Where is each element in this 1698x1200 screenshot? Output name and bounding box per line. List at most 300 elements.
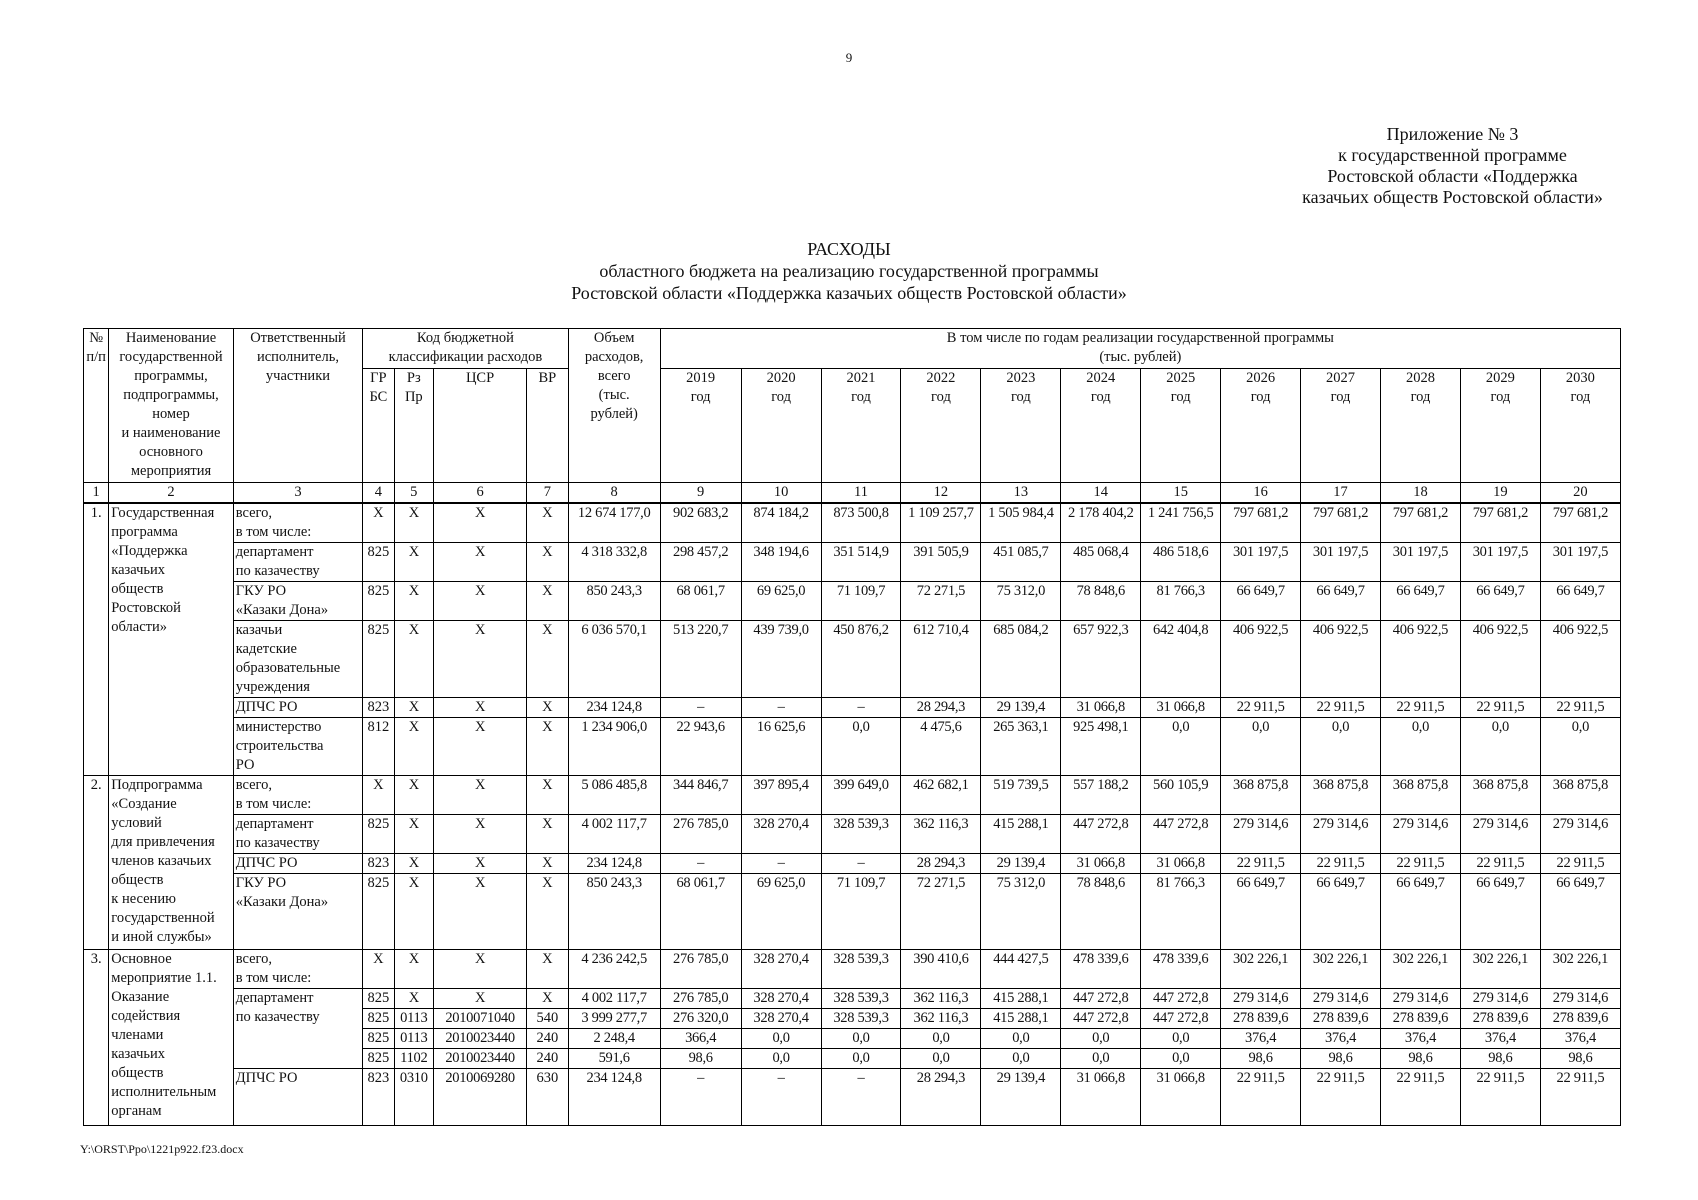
year-amount: 22 911,5 [1301,854,1381,874]
table-row [84,543,1621,582]
code-csr: 2010023440 [434,1049,527,1069]
code-csr: Х [434,718,527,776]
table-row [84,776,1621,815]
heading-subtitle: областного бюджета на реализацию государственной программы [599,261,1099,281]
year-amount: 0,0 [1061,1049,1141,1069]
code-rzpr: Х [394,543,433,582]
year-amount: 278 839,6 [1381,1009,1461,1029]
column-number: 8 [568,483,660,504]
year-amount: 0,0 [1381,718,1461,776]
year-amount: 0,0 [1141,1049,1221,1069]
code-rzpr: Х [394,503,433,543]
executor: ДПЧС РО [233,698,363,718]
code-csr: Х [434,503,527,543]
year-amount: 513 220,7 [660,621,741,698]
year-amount: 278 839,6 [1460,1009,1540,1029]
year-amount: 78 848,6 [1061,874,1141,950]
year-amount: 0,0 [1061,1029,1141,1049]
year-amount: 28 294,3 [901,854,981,874]
executor: всего, в том числе: [233,503,363,543]
code-grbs: 825 [363,621,394,698]
year-amount: 276 320,0 [660,1009,741,1029]
year-amount: 75 312,0 [981,582,1061,621]
year-amount: 366,4 [660,1029,741,1049]
year-amount: 22 911,5 [1460,854,1540,874]
year-amount: 66 649,7 [1301,582,1381,621]
year-amount: 447 272,8 [1141,815,1221,854]
year-amount: 447 272,8 [1141,1009,1221,1029]
header-total: Объем расходов, всего (тыс. рублей) [568,329,660,483]
header-num: № п/п [84,329,109,483]
year-amount: 444 427,5 [981,950,1061,989]
year-amount: 0,0 [741,1029,821,1049]
table-row [84,698,1621,718]
executor: всего, в том числе: [233,776,363,815]
year-amount: 276 785,0 [660,950,741,989]
header-rzpr: Рз Пр [394,369,433,483]
header-year: 2029 год [1460,369,1540,483]
year-amount: 797 681,2 [1540,503,1620,543]
year-amount: 873 500,8 [821,503,901,543]
year-amount: 22 911,5 [1381,854,1461,874]
code-rzpr: 0113 [394,1029,433,1049]
year-amount: 415 288,1 [981,989,1061,1009]
code-grbs: 825 [363,543,394,582]
code-csr: Х [434,854,527,874]
header-year: 2026 год [1221,369,1301,483]
year-amount: 66 649,7 [1460,874,1540,950]
year-amount: 1 241 756,5 [1141,503,1221,543]
year-amount: 298 457,2 [660,543,741,582]
year-amount: 301 197,5 [1381,543,1461,582]
column-number: 16 [1221,483,1301,504]
year-amount: 29 139,4 [981,854,1061,874]
appendix-line: Приложение № 3 [1386,124,1519,144]
executor: ГКУ РО «Казаки Дона» [233,582,363,621]
year-amount: 72 271,5 [901,582,981,621]
code-csr: Х [434,543,527,582]
header-year: 2023 год [981,369,1061,483]
total-amount: 12 674 177,0 [568,503,660,543]
row-number: 2. [84,776,109,950]
executor: департамент по казачеству [233,543,363,582]
total-amount: 234 124,8 [568,1069,660,1126]
code-rzpr: Х [394,621,433,698]
executor: департамент по казачеству [233,815,363,854]
year-amount: 279 314,6 [1460,989,1540,1009]
column-number: 20 [1540,483,1620,504]
year-amount: 276 785,0 [660,815,741,854]
year-amount: 66 649,7 [1381,874,1461,950]
header-year: 2024 год [1061,369,1141,483]
code-grbs: Х [363,950,394,989]
table-row [84,854,1621,874]
year-amount: 278 839,6 [1540,1009,1620,1029]
total-amount: 3 999 277,7 [568,1009,660,1029]
year-amount: 66 649,7 [1381,582,1461,621]
year-amount: 31 066,8 [1061,1069,1141,1126]
year-amount: 279 314,6 [1301,815,1381,854]
year-amount: 406 922,5 [1221,621,1301,698]
year-amount: 368 875,8 [1460,776,1540,815]
header-year: 2022 год [901,369,981,483]
year-amount: 71 109,7 [821,582,901,621]
year-amount: 1 109 257,7 [901,503,981,543]
year-amount: 69 625,0 [741,874,821,950]
total-amount: 5 086 485,8 [568,776,660,815]
year-amount: – [660,854,741,874]
year-amount: 31 066,8 [1061,698,1141,718]
header-csr: ЦСР [434,369,527,483]
code-vr: 240 [527,1049,569,1069]
year-amount: 98,6 [1301,1049,1381,1069]
year-amount: 279 314,6 [1540,989,1620,1009]
year-amount: 0,0 [741,1049,821,1069]
executor: ДПЧС РО [233,854,363,874]
file-path-footer: Y:\ORST\Ppo\1221p922.f23.docx [80,1142,244,1156]
total-amount: 4 318 332,8 [568,543,660,582]
appendix-note [1255,124,1650,208]
page-number: 9 [845,50,853,65]
year-amount: 81 766,3 [1141,582,1221,621]
total-amount: 4 236 242,5 [568,950,660,989]
year-amount: – [741,854,821,874]
code-rzpr: Х [394,950,433,989]
expenses-table-wrapper [83,328,1621,1126]
year-amount: 22 911,5 [1540,698,1620,718]
year-amount: 78 848,6 [1061,582,1141,621]
year-amount: 66 649,7 [1540,582,1620,621]
year-amount: 685 084,2 [981,621,1061,698]
year-amount: 874 184,2 [741,503,821,543]
year-amount: 376,4 [1381,1029,1461,1049]
year-amount: 31 066,8 [1141,698,1221,718]
expenses-table [83,328,1621,1126]
year-amount: 29 139,4 [981,698,1061,718]
year-amount: 98,6 [1221,1049,1301,1069]
year-amount: 279 314,6 [1221,815,1301,854]
year-amount: 68 061,7 [660,874,741,950]
year-amount: 22 943,6 [660,718,741,776]
year-amount: 16 625,6 [741,718,821,776]
code-grbs: 825 [363,815,394,854]
year-amount: 328 539,3 [821,815,901,854]
year-amount: 22 911,5 [1540,1069,1620,1126]
code-grbs: 823 [363,1069,394,1126]
column-number: 14 [1061,483,1141,504]
code-csr: Х [434,776,527,815]
total-amount: 234 124,8 [568,698,660,718]
year-amount: 22 911,5 [1460,698,1540,718]
year-amount: 0,0 [821,718,901,776]
year-amount: 560 105,9 [1141,776,1221,815]
year-amount: 302 226,1 [1301,950,1381,989]
year-amount: 328 539,3 [821,950,901,989]
year-amount: 301 197,5 [1301,543,1381,582]
year-amount: 28 294,3 [901,1069,981,1126]
total-amount: 6 036 570,1 [568,621,660,698]
year-amount: 98,6 [1460,1049,1540,1069]
code-rzpr: Х [394,874,433,950]
year-amount: 22 911,5 [1381,698,1461,718]
code-vr: Х [527,989,569,1009]
year-amount: 0,0 [1540,718,1620,776]
year-amount: 328 539,3 [821,989,901,1009]
year-amount: 279 314,6 [1301,989,1381,1009]
year-amount: 301 197,5 [1540,543,1620,582]
year-amount: 72 271,5 [901,874,981,950]
row-number: 1. [84,503,109,776]
year-amount: 406 922,5 [1301,621,1381,698]
year-amount: 415 288,1 [981,1009,1061,1029]
year-amount: 642 404,8 [1141,621,1221,698]
year-amount: 447 272,8 [1061,815,1141,854]
code-csr: Х [434,621,527,698]
code-rzpr: Х [394,815,433,854]
year-amount: 302 226,1 [1221,950,1301,989]
header-year: 2020 год [741,369,821,483]
heading-subtitle: Ростовской области «Поддержка казачьих обществ Ростовской области» [571,283,1127,303]
year-amount: 0,0 [821,1029,901,1049]
year-amount: 29 139,4 [981,1069,1061,1126]
table-row [84,718,1621,776]
year-amount: 279 314,6 [1221,989,1301,1009]
year-amount: 0,0 [1141,718,1221,776]
table-row [84,1069,1621,1126]
year-amount: 519 739,5 [981,776,1061,815]
code-csr: Х [434,815,527,854]
code-grbs: 825 [363,582,394,621]
executor: министерство строительства РО [233,718,363,776]
code-csr: Х [434,989,527,1009]
year-amount: 328 270,4 [741,1009,821,1029]
table-row [84,582,1621,621]
year-amount: 22 911,5 [1301,1069,1381,1126]
year-amount: 902 683,2 [660,503,741,543]
year-amount: 31 066,8 [1061,854,1141,874]
code-vr: 630 [527,1069,569,1126]
code-rzpr: Х [394,776,433,815]
year-amount: 0,0 [901,1049,981,1069]
header-grbs: ГР БС [363,369,394,483]
year-amount: 81 766,3 [1141,874,1221,950]
code-vr: Х [527,582,569,621]
code-rzpr: Х [394,989,433,1009]
year-amount: 362 116,3 [901,1009,981,1029]
year-amount: 450 876,2 [821,621,901,698]
year-amount: 439 739,0 [741,621,821,698]
year-amount: 485 068,4 [1061,543,1141,582]
year-amount: 66 649,7 [1221,582,1301,621]
year-amount: 66 649,7 [1221,874,1301,950]
year-amount: 351 514,9 [821,543,901,582]
total-amount: 1 234 906,0 [568,718,660,776]
year-amount: 328 270,4 [741,815,821,854]
year-amount: 557 188,2 [1061,776,1141,815]
total-amount: 4 002 117,7 [568,815,660,854]
year-amount: 478 339,6 [1061,950,1141,989]
year-amount: 31 066,8 [1141,1069,1221,1126]
year-amount: – [821,854,901,874]
column-number: 2 [109,483,233,504]
year-amount: 0,0 [821,1049,901,1069]
column-number: 10 [741,483,821,504]
header-name: Наименование государственной программы, подпрограммы, номер и наименование основного мероприятия [109,329,233,483]
year-amount: 4 475,6 [901,718,981,776]
code-csr: Х [434,874,527,950]
year-amount: 22 911,5 [1381,1069,1461,1126]
header-year: 2027 год [1301,369,1381,483]
year-amount: 368 875,8 [1301,776,1381,815]
year-amount: 797 681,2 [1301,503,1381,543]
code-vr: Х [527,815,569,854]
year-amount: 362 116,3 [901,815,981,854]
year-amount: 451 085,7 [981,543,1061,582]
year-amount: 462 682,1 [901,776,981,815]
executor: казачьи кадетские образовательные учреждения [233,621,363,698]
header-year: 2021 год [821,369,901,483]
year-amount: 376,4 [1540,1029,1620,1049]
year-amount: 399 649,0 [821,776,901,815]
column-number: 19 [1460,483,1540,504]
year-amount: 0,0 [1460,718,1540,776]
code-grbs: 825 [363,989,394,1009]
year-amount: 797 681,2 [1221,503,1301,543]
year-amount: – [821,1069,901,1126]
year-amount: 0,0 [901,1029,981,1049]
year-amount: 390 410,6 [901,950,981,989]
year-amount: 447 272,8 [1061,989,1141,1009]
code-vr: Х [527,718,569,776]
header-years-group: В том числе по годам реализации государственной программы (тыс. рублей) [660,329,1620,369]
code-grbs: 812 [363,718,394,776]
column-number: 3 [233,483,363,504]
year-amount: 75 312,0 [981,874,1061,950]
year-amount: 31 066,8 [1141,854,1221,874]
year-amount: 22 911,5 [1221,1069,1301,1126]
year-amount: 302 226,1 [1381,950,1461,989]
year-amount: – [741,698,821,718]
code-grbs: 825 [363,1009,394,1029]
total-amount: 850 243,3 [568,582,660,621]
total-amount: 850 243,3 [568,874,660,950]
header-code-group: Код бюджетной классификации расходов [363,329,568,369]
year-amount: 279 314,6 [1381,815,1461,854]
code-rzpr: Х [394,854,433,874]
column-number: 6 [434,483,527,504]
year-amount: 28 294,3 [901,698,981,718]
table-row [84,989,1621,1009]
year-amount: 22 911,5 [1460,1069,1540,1126]
table-row [84,621,1621,698]
total-amount: 591,6 [568,1049,660,1069]
year-amount: 328 270,4 [741,950,821,989]
code-csr: Х [434,698,527,718]
year-amount: 98,6 [1540,1049,1620,1069]
column-number: 1 [84,483,109,504]
header-year: 2019 год [660,369,741,483]
code-rzpr: Х [394,698,433,718]
header-year: 2030 год [1540,369,1620,483]
code-vr: Х [527,854,569,874]
year-amount: 362 116,3 [901,989,981,1009]
year-amount: 406 922,5 [1381,621,1461,698]
total-amount: 2 248,4 [568,1029,660,1049]
year-amount: 66 649,7 [1540,874,1620,950]
year-amount: 797 681,2 [1460,503,1540,543]
year-amount: 0,0 [1141,1029,1221,1049]
year-amount: 22 911,5 [1221,854,1301,874]
year-amount: 265 363,1 [981,718,1061,776]
year-amount: 612 710,4 [901,621,981,698]
year-amount: 69 625,0 [741,582,821,621]
year-amount: 447 272,8 [1141,989,1221,1009]
year-amount: 66 649,7 [1460,582,1540,621]
year-amount: 0,0 [981,1029,1061,1049]
row-number: 3. [84,950,109,1126]
code-grbs: Х [363,503,394,543]
year-amount: 328 539,3 [821,1009,901,1029]
table-row [84,950,1621,989]
year-amount: 328 270,4 [741,989,821,1009]
code-grbs: Х [363,776,394,815]
column-number: 18 [1381,483,1461,504]
year-amount: 397 895,4 [741,776,821,815]
year-amount: 279 314,6 [1540,815,1620,854]
header-year: 2025 год [1141,369,1221,483]
total-amount: 4 002 117,7 [568,989,660,1009]
year-amount: 376,4 [1221,1029,1301,1049]
table-row [84,815,1621,854]
year-amount: 486 518,6 [1141,543,1221,582]
code-rzpr: 1102 [394,1049,433,1069]
table-row [84,503,1621,543]
year-amount: 278 839,6 [1221,1009,1301,1029]
year-amount: 376,4 [1460,1029,1540,1049]
heading-title: РАСХОДЫ [807,239,891,259]
code-rzpr: 0113 [394,1009,433,1029]
column-number: 17 [1301,483,1381,504]
code-csr: 2010023440 [434,1029,527,1049]
year-amount: 0,0 [981,1049,1061,1069]
year-amount: – [821,698,901,718]
year-amount: 22 911,5 [1540,854,1620,874]
year-amount: 368 875,8 [1540,776,1620,815]
document-heading [0,238,1698,304]
year-amount: – [660,1069,741,1126]
year-amount: 0,0 [1221,718,1301,776]
executor: всего, в том числе: [233,950,363,989]
appendix-line: к государственной программе [1338,145,1567,165]
year-amount: 415 288,1 [981,815,1061,854]
column-numbers-row [84,483,1621,504]
executor: ДПЧС РО [233,1069,363,1126]
year-amount: 2 178 404,2 [1061,503,1141,543]
year-amount: 98,6 [660,1049,741,1069]
header-year: 2028 год [1381,369,1461,483]
year-amount: 302 226,1 [1460,950,1540,989]
column-number: 4 [363,483,394,504]
appendix-line: казачьих обществ Ростовской области» [1302,187,1603,207]
program-name: Основное мероприятие 1.1. Оказание содействия членами казачьих обществ исполнительным органам [109,950,233,1126]
year-amount: 391 505,9 [901,543,981,582]
year-amount: 22 911,5 [1301,698,1381,718]
code-vr: Х [527,776,569,815]
year-amount: – [660,698,741,718]
year-amount: 71 109,7 [821,874,901,950]
year-amount: 0,0 [1301,718,1381,776]
code-vr: Х [527,698,569,718]
